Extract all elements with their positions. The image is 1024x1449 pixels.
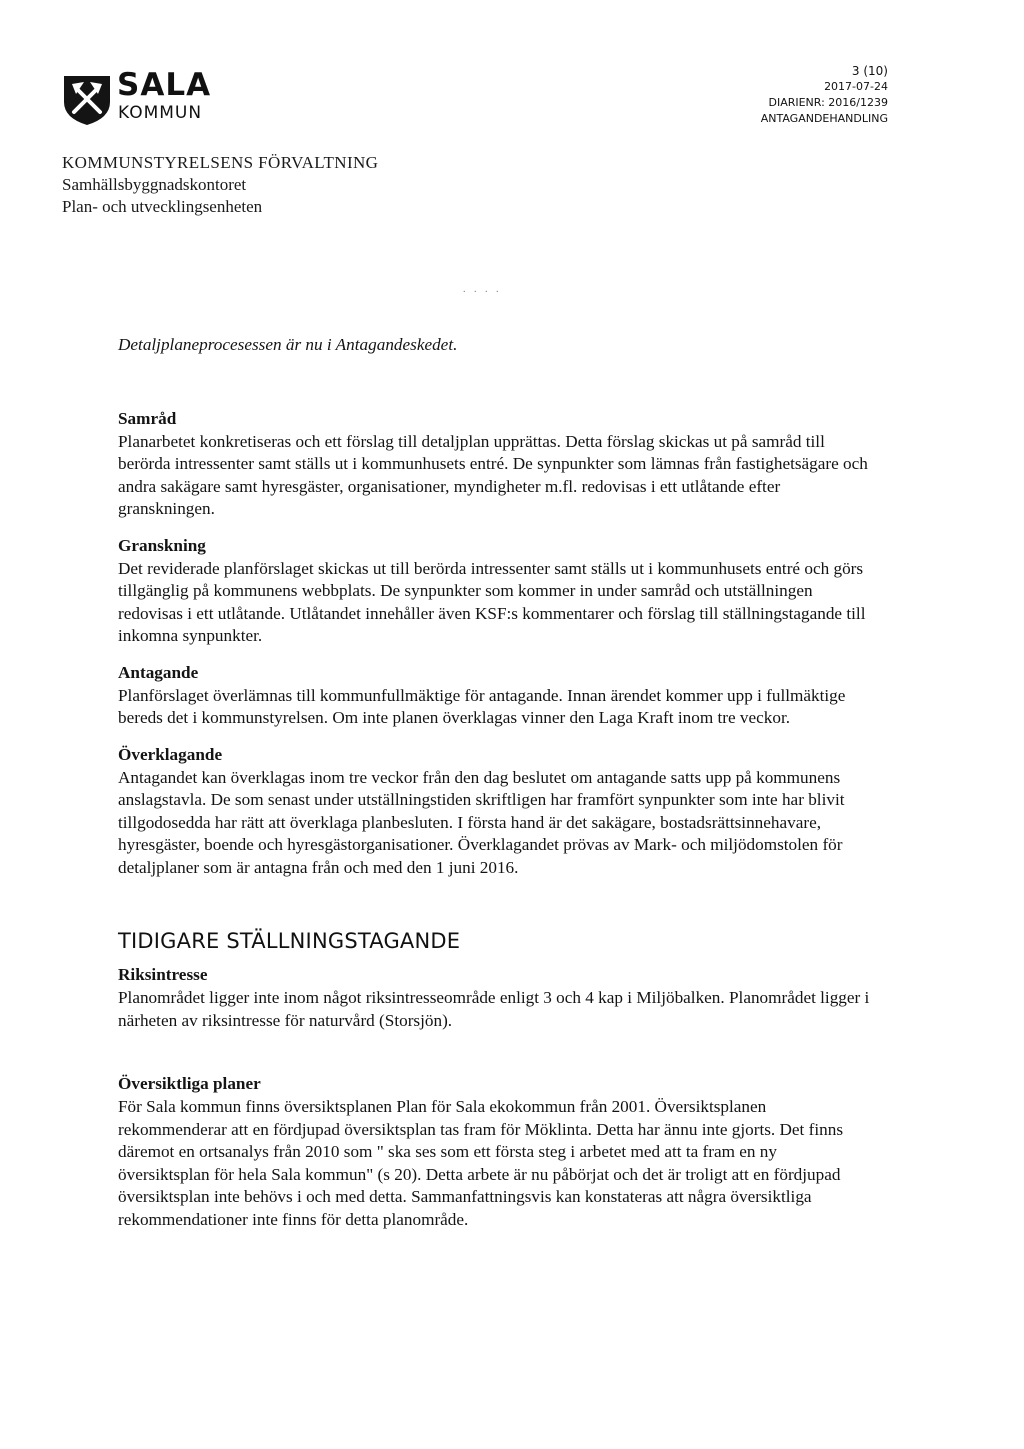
logo-name: SALA: [117, 67, 212, 103]
sala-crest-icon: [62, 72, 112, 126]
section-body: Antagandet kan överklagas inom tre veckor från den dag beslutet om antagande satts upp på kommunens anslagstavla. De som senast under utställningstiden skriftligen har framfört synpunkter som inte har blivit tillgodosedda har rätt att överklaga planbesluten. I första hand är det sakägare, bostadsrättsinnehavare, hyresgäster, boende och hyresgästorganisationer. Överklagandet prövas av Mark- och miljödomstolen för detaljplaner som är antagna från och med den 1 juni 2016.: [118, 767, 845, 877]
page-number: 3 (10): [851, 64, 888, 78]
section-body: Det reviderade planförslaget skickas ut till berörda intressenter samt ställs ut i kommunhusets entré och görs tillgänglig på kommunens webbplats. De synpunkter som kommer in under samråd och utställningen redovisas i ett utlåtande. Utlåtandet innehåller även KSF:s kommentarer och förslag till ställningstagande till inkomna synpunkter.: [118, 558, 866, 645]
section-title: Överklagande: [118, 744, 223, 764]
organisation-block: [62, 152, 378, 218]
document-meta: [761, 63, 888, 127]
main-content: [118, 334, 870, 1244]
section-body: Planförslaget överlämnas till kommunfullmäktige för antagande. Innan ärendet kommer upp i fullmäktige bereds det i kommunstyrelsen. Om inte planen överklagas vinner den Laga Kraft inom tre veckor.: [118, 685, 846, 727]
section-body: Planarbetet konkretiseras och ett förslag till detaljplan upprättas. Detta förslag skickas ut på samråd till berörda intressenter samt ställs ut i kommunhusets entré. De synpunkter som lämnas från fastighetsägare och andra sakägare samt hyresgäster, organisationer, myndigheter m.fl. redovisas i ett utlåtande efter granskningen.: [118, 431, 868, 518]
logo-subtitle: KOMMUN: [118, 103, 203, 123]
section-riksintresse: [118, 963, 870, 1032]
heading-tidigare-stallningstagande: TIDIGARE STÄLLNINGSTAGANDE: [118, 929, 461, 953]
org-line-3: Plan- och utvecklingsenheten: [62, 197, 263, 216]
scan-dots: . . . .: [463, 284, 502, 295]
diary-number: DIARIENR: 2016/1239: [768, 96, 888, 109]
section-antagande: [118, 661, 870, 730]
section-body: För Sala kommun finns översiktsplanen Plan för Sala ekokommun från 2001. Översiktsplanen rekommenderar att en fördjupad översiktsplan tas fram för Möklinta. Detta har ännu inte gjorts. Det finns däremot en ortsanalys från 2010 som " ska ses som ett första steg i arbetet med att ta fram en ny översiktsplan för hela Sala kommun" (s 20). Detta arbete är nu påbörjat och det är troligt att en fördjupad översiktsplan inte behövs i och med detta. Sammanfattningsvis kan konstateras att några översiktliga rekommendationer inte finns för detta planområde.: [118, 1097, 844, 1229]
document-date: 2017-07-24: [824, 80, 888, 93]
lead-text: Detaljplaneprocesessen är nu i Antagandeskedet.: [118, 335, 458, 354]
org-line-1: KOMMUNSTYRELSENS FÖRVALTNING: [62, 153, 379, 172]
section-oversiktliga-planer: [118, 1072, 870, 1231]
section-granskning: [118, 534, 870, 648]
section-samrad: [118, 407, 870, 521]
org-line-2: Samhällsbyggnadskontoret: [62, 175, 247, 194]
sala-kommun-logo: [62, 67, 232, 128]
document-type: ANTAGANDEHANDLING: [760, 112, 888, 125]
section-title: Granskning: [118, 535, 206, 555]
section-title: Översiktliga planer: [118, 1074, 261, 1093]
section-title: Antagande: [118, 662, 199, 682]
section-body: Planområdet ligger inte inom något riksintresseområde enligt 3 och 4 kap i Miljöbalken. Planområdet ligger i närheten av riksintresse för naturvård (Storsjön).: [118, 988, 870, 1030]
section-title: Samråd: [118, 408, 177, 428]
section-title: Riksintresse: [118, 965, 208, 984]
section-overklagande: [118, 743, 870, 880]
